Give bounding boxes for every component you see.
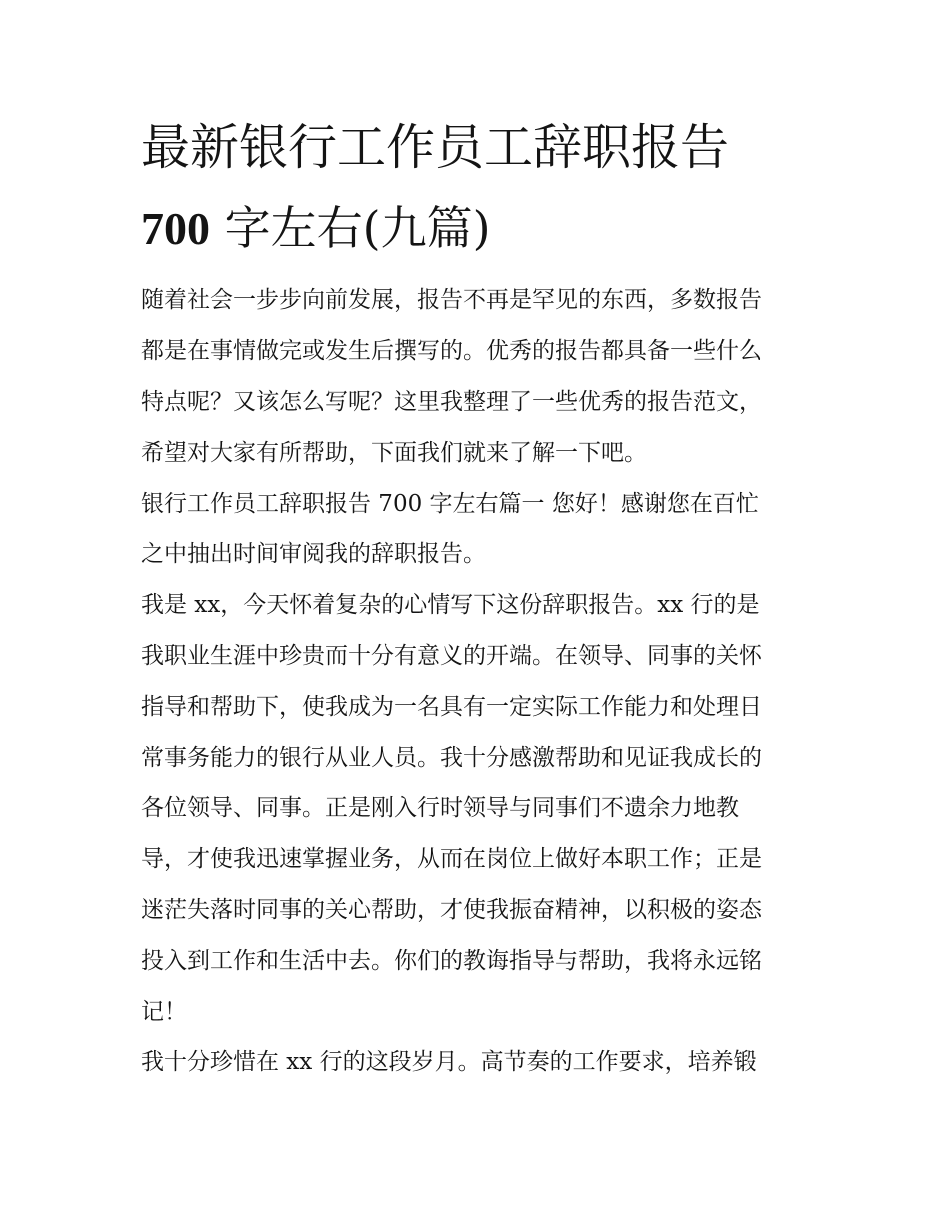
body-line: 都是在事情做完或发生后撰写的。优秀的报告都具备一些什么: [141, 338, 762, 364]
body-line: 我十分珍惜在 xx 行的这段岁月。高节奏的工作要求，培养锻: [141, 1049, 757, 1075]
body-line: 希望对大家有所帮助，下面我们就来了解一下吧。: [141, 440, 647, 466]
document-title-line-2: [141, 198, 491, 259]
body-line: 指导和帮助下，使我成为一名具有一定实际工作能力和处理日: [141, 694, 762, 720]
body-line: 投入到工作和生活中去。你们的教诲指导与帮助，我将永远铭: [141, 948, 762, 974]
title-suffix: 字左右(九篇): [210, 201, 491, 255]
body-line: 之中抽出时间审阅我的辞职报告。: [141, 541, 486, 567]
title-number: 700: [141, 203, 210, 254]
document-title-line-1: 最新银行工作员工辞职报告: [141, 119, 730, 176]
body-line: 记！: [141, 999, 187, 1025]
body-line: 常事务能力的银行从业人员。我十分感激帮助和见证我成长的: [141, 745, 762, 771]
body-line: 随着社会一步步向前发展，报告不再是罕见的东西，多数报告: [141, 287, 762, 313]
body-line: 银行工作员工辞职报告 700 字左右篇一 您好！感谢您在百忙: [141, 491, 759, 517]
body-line: 导，才使我迅速掌握业务，从而在岗位上做好本职工作；正是: [141, 846, 762, 872]
body-line: 特点呢？又该怎么写呢？这里我整理了一些优秀的报告范文，: [141, 389, 762, 415]
body-line: 迷茫失落时同事的关心帮助，才使我振奋精神，以积极的姿态: [141, 897, 762, 923]
body-line: 我是 xx，今天怀着复杂的心情写下这份辞职报告。xx 行的是: [141, 592, 760, 618]
body-line: 我职业生涯中珍贵而十分有意义的开端。在领导、同事的关怀: [141, 643, 762, 669]
body-line: 各位领导、同事。正是刚入行时领导与同事们不遗余力地教: [141, 795, 739, 821]
